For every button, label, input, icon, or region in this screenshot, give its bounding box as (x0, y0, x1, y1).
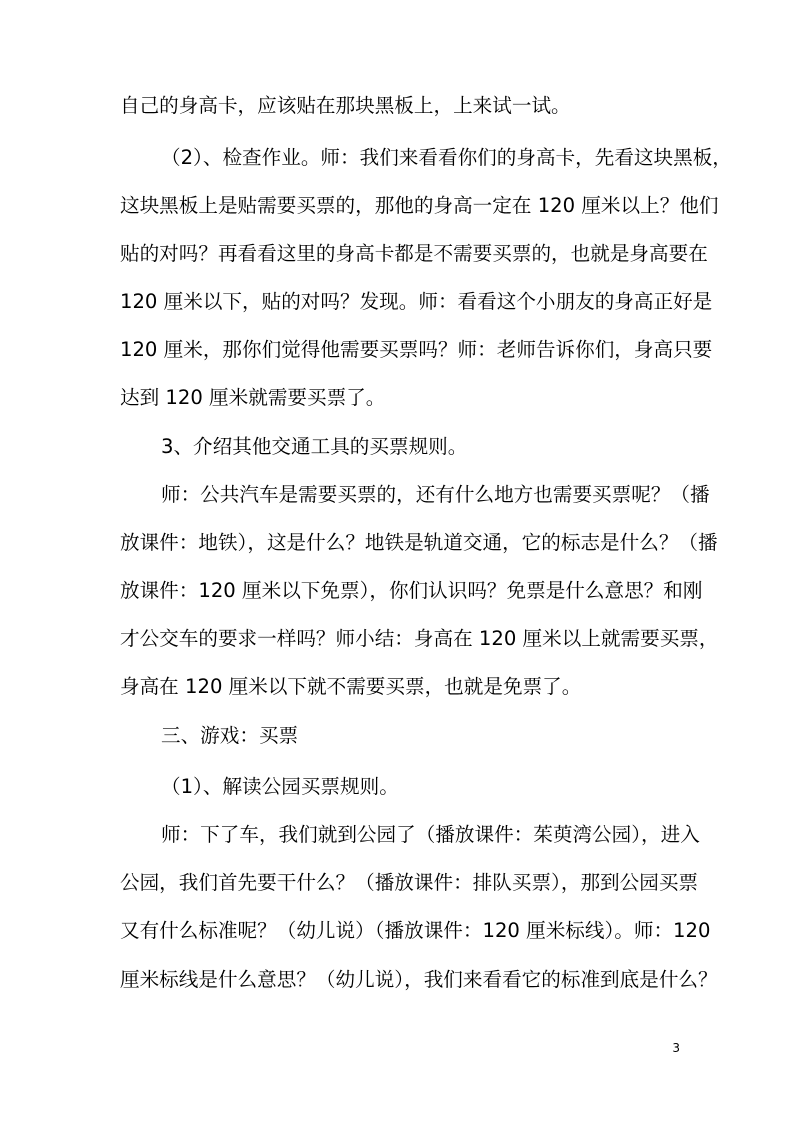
text-line: 才公交车的要求一样吗？师小结：身高在 120 厘米以上就需要买票， (120, 627, 719, 650)
text-line: 3、介绍其他交通工具的买票规则。 (161, 435, 468, 458)
text-line: 师：公共汽车是需要买票的，还有什么地方也需要买票呢？（播 (161, 483, 710, 506)
text-line: 自己的身高卡，应该贴在那块黑板上，上来试一试。 (120, 94, 571, 117)
text-line: 贴的对吗？再看看这里的身高卡都是不需要买票的，也就是身高要在 (120, 242, 708, 265)
text-line: （2）、检查作业。师：我们来看看你们的身高卡，先看这块黑板， (161, 146, 732, 169)
text-line: 120 厘米，那你们觉得他需要买票吗？师：老师告诉你们，身高只要 (120, 338, 713, 361)
text-line: 达到 120 厘米就需要买票了。 (120, 386, 386, 409)
page-number: 3 (672, 1041, 680, 1055)
text-line: 师：下了车，我们就到公园了（播放课件：茱萸湾公园），进入 (161, 823, 700, 846)
text-line: 放课件：地铁），这是什么？地铁是轨道交通，它的标志是什么？（播 (120, 531, 718, 554)
text-line: 三、游戏：买票 (161, 724, 299, 747)
text-line: 厘米标线是什么意思？（幼儿说），我们来看看它的标准到底是什么？ (120, 968, 718, 991)
text-line: 又有什么标准呢？（幼儿说）（播放课件：120 厘米标线）。师：120 (120, 919, 711, 942)
text-line: 放课件：120 厘米以下免票），你们认识吗？免票是什么意思？和刚 (120, 579, 703, 602)
text-line: 这块黑板上是贴需要买票的，那他的身高一定在 120 厘米以上？他们 (120, 194, 719, 217)
text-line: 身高在 120 厘米以下就不需要买票，也就是免票了。 (120, 675, 582, 698)
text-line: （1）、解读公园买票规则。 (161, 775, 399, 798)
text-line: 公园，我们首先要干什么？（播放课件：排队买票），那到公园买票 (120, 871, 699, 894)
text-line: 120 厘米以下，贴的对吗？发现。师：看看这个小朋友的身高正好是 (120, 290, 713, 313)
